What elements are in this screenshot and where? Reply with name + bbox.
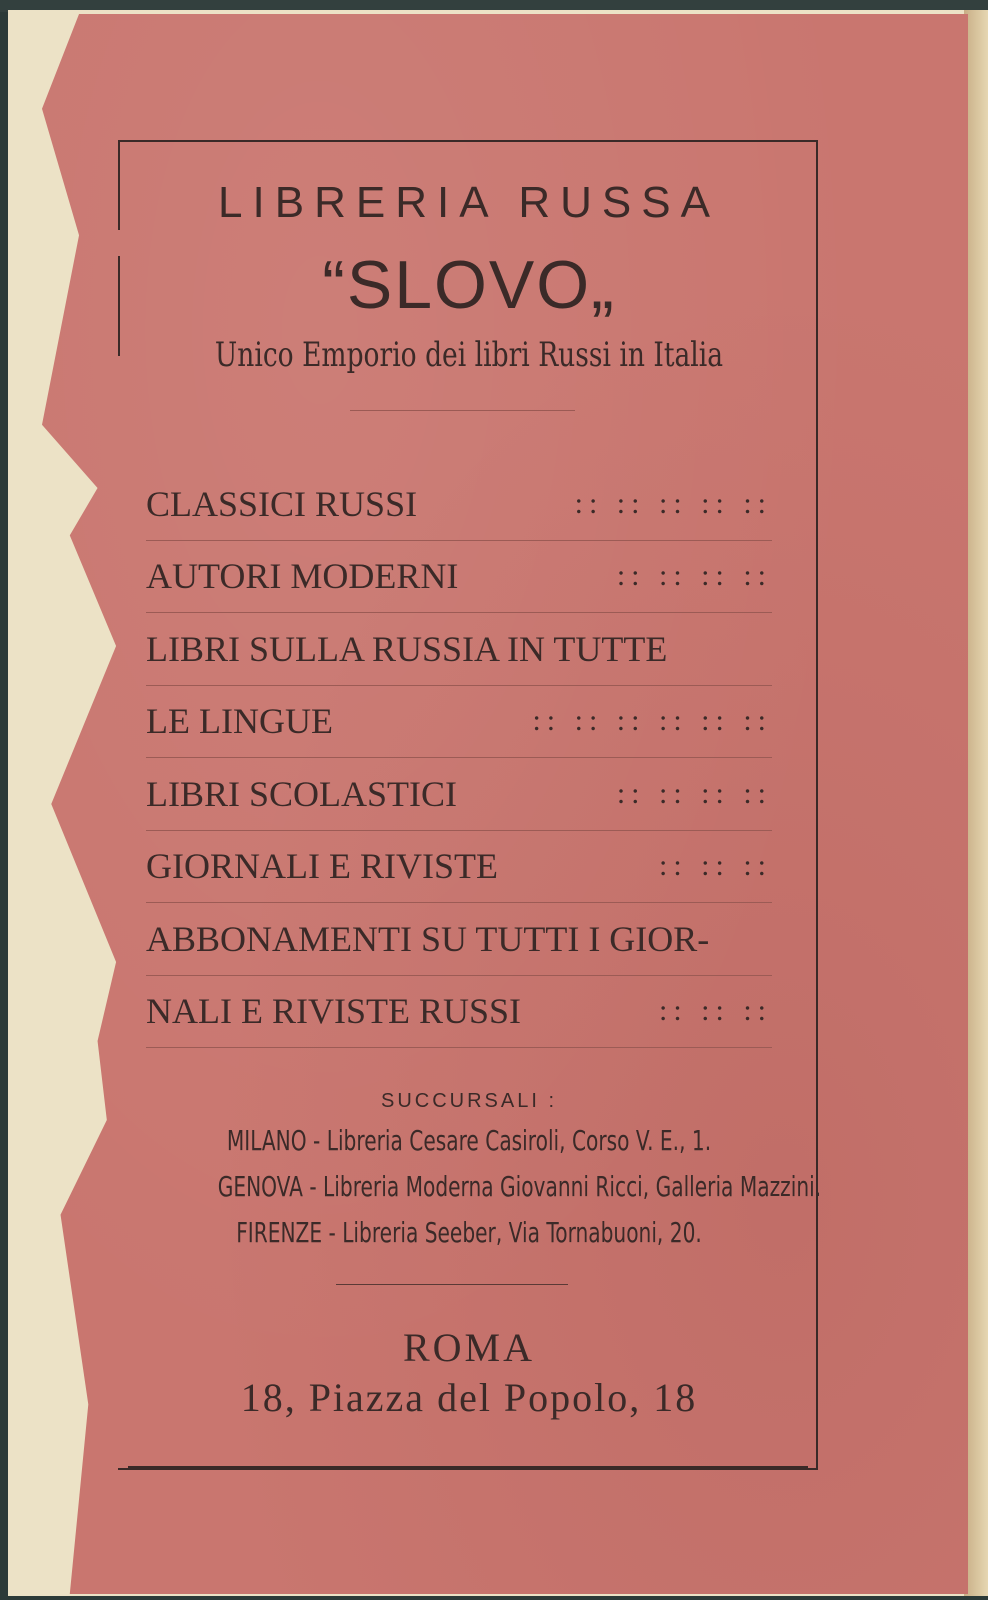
list-item <box>146 541 772 614</box>
branches-heading: SUCCURSALI : <box>380 1090 558 1112</box>
item-dots: :: :: :: <box>658 994 772 1028</box>
item-text: LIBRI SCOLASTICI <box>146 773 458 814</box>
item-text: GIORNALI E RIVISTE <box>146 846 498 887</box>
item-text: ABBONAMENTI SU TUTTI I GIOR- <box>146 918 710 959</box>
tagline: Unico Emporio dei libri Russi in Italia <box>214 335 724 375</box>
item-dots: :: :: :: :: <box>616 559 772 593</box>
divider <box>350 410 575 411</box>
item-text: LE LINGUE <box>146 701 333 742</box>
item-dots: :: :: :: :: :: :: <box>532 704 772 738</box>
item-text: AUTORI MODERNI <box>146 556 459 597</box>
list-item <box>146 758 772 831</box>
item-text: CLASSICI RUSSI <box>146 483 418 524</box>
address: 18, Piazza del Popolo, 18 <box>240 1375 698 1420</box>
branch-firenze: FIRENZE - Libreria Seeber, Via Tornabuoni, 20. <box>236 1216 702 1249</box>
branch-milano: MILANO - Libreria Cesare Casiroli, Corso V. E., 1. <box>226 1124 712 1157</box>
item-dots: :: :: :: :: :: <box>574 486 772 520</box>
city: ROMA <box>402 1325 536 1370</box>
list-item <box>146 903 772 976</box>
list-item <box>146 686 772 759</box>
item-dots: :: :: :: :: <box>616 776 772 810</box>
list-item <box>146 613 772 686</box>
list-item <box>146 831 772 904</box>
item-text: NALI E RIVISTE RUSSI <box>146 991 521 1032</box>
shop-name: LIBRERIA RUSSA <box>218 178 720 227</box>
list-item <box>146 976 772 1049</box>
list-item <box>146 468 772 541</box>
item-dots: :: :: :: <box>658 849 772 883</box>
bottom-rule <box>128 1466 808 1468</box>
branch-genova: GENOVA - Libreria Moderna Giovanni Ricci, Galleria Mazzini. <box>217 1170 822 1203</box>
services-list <box>146 468 772 1048</box>
divider <box>336 1284 568 1285</box>
item-text: LIBRI SULLA RUSSIA IN TUTTE <box>146 628 668 669</box>
brand-title: “SLOVO„ <box>322 247 616 323</box>
